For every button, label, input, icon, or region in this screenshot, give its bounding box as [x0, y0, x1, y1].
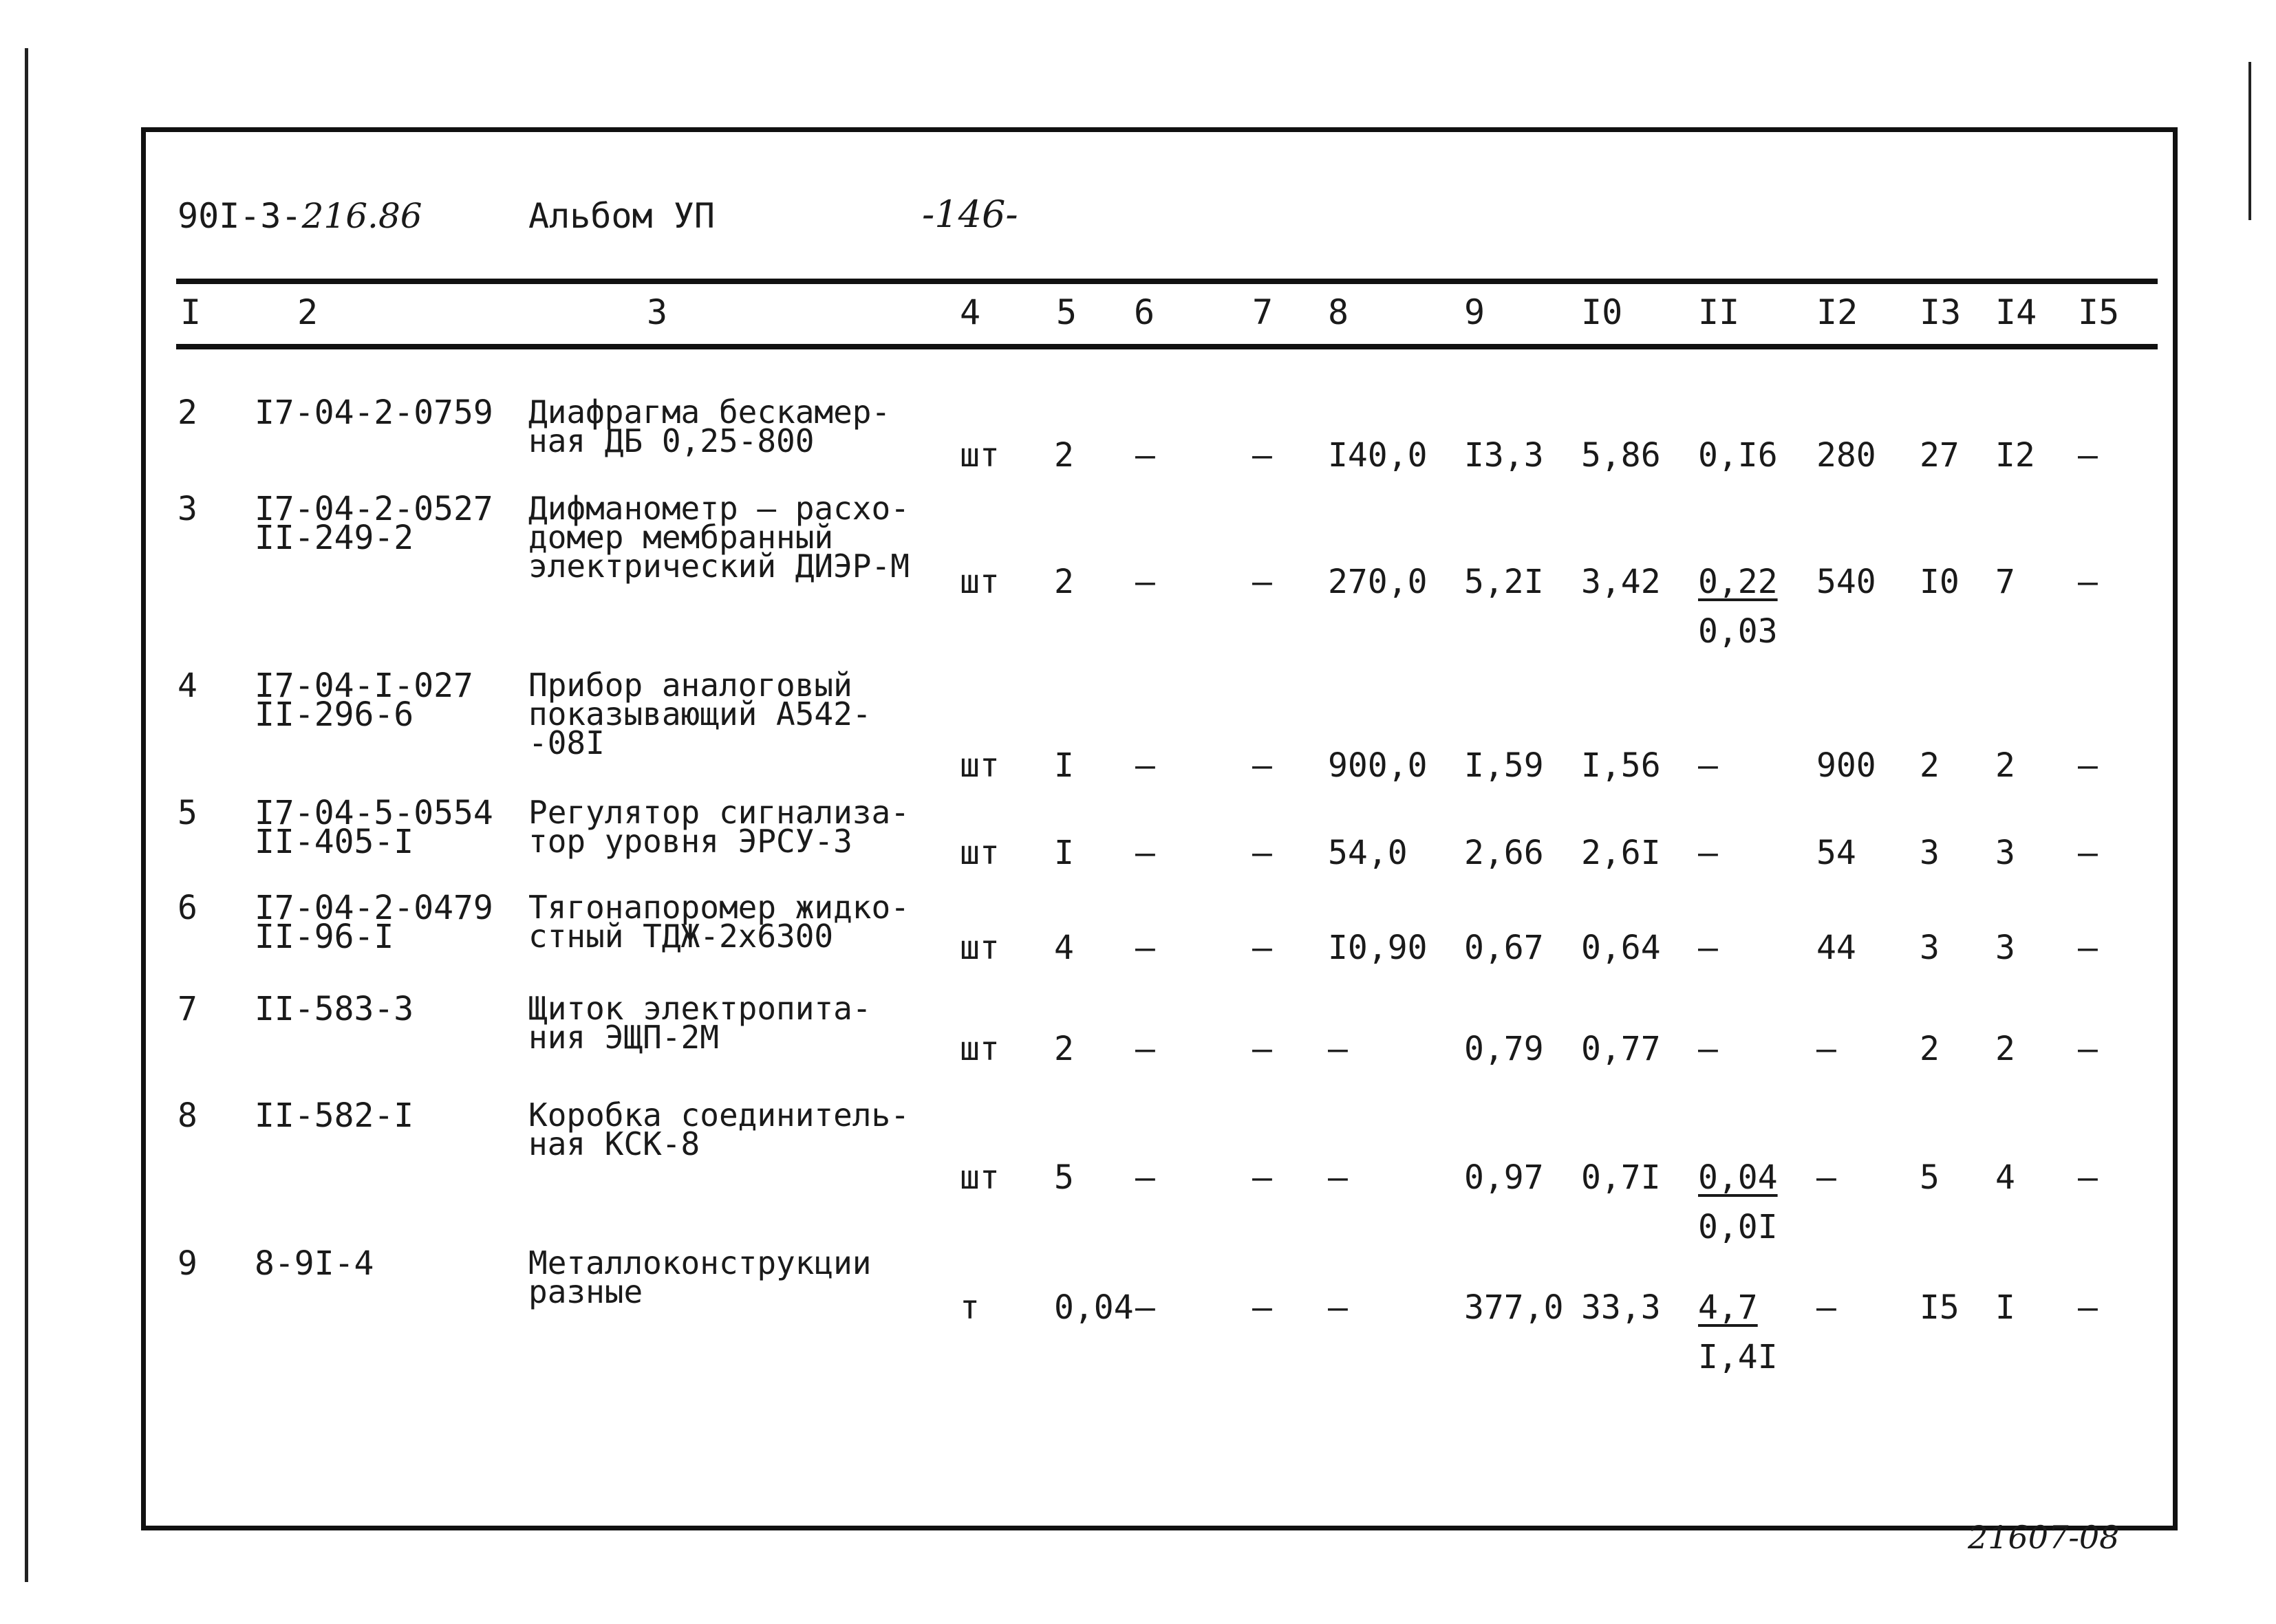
cell-col-7: – — [1252, 929, 1272, 967]
cell-col-11-bottom: I,4I — [1698, 1338, 1778, 1376]
item-code: II-96-I — [255, 918, 394, 956]
unit: шт — [960, 929, 1000, 967]
row-number: 8 — [178, 1096, 197, 1135]
cell-col-15: – — [2078, 746, 2098, 785]
column-number: 7 — [1252, 292, 1274, 332]
item-code: II-249-2 — [255, 519, 414, 557]
document-code — [178, 196, 422, 236]
cell-col-14: 7 — [1995, 563, 2015, 601]
item-name: Металлоконструкции — [528, 1244, 872, 1281]
cell-col-14: 3 — [1995, 834, 2015, 872]
cell-col-12: – — [1816, 1030, 1836, 1068]
cell-col-9: I3,3 — [1464, 436, 1544, 475]
row-number: 3 — [178, 490, 197, 528]
cell-col-13: 2 — [1920, 746, 1940, 785]
cell-col-15: – — [2078, 1288, 2098, 1327]
document-code-prefix: 90I-3- — [178, 196, 302, 236]
unit: шт — [960, 1030, 1000, 1068]
column-number: I4 — [1995, 292, 2037, 332]
column-number: 9 — [1464, 292, 1485, 332]
item-name: показывающий А542- — [528, 695, 872, 733]
row-number: 5 — [178, 794, 197, 832]
cell-col-13: 3 — [1920, 929, 1940, 967]
cell-col-7: – — [1252, 436, 1272, 475]
cell-col-9: 377,0 — [1464, 1288, 1564, 1327]
quantity: I — [1054, 834, 1074, 872]
cell-col-9: 0,79 — [1464, 1030, 1544, 1068]
cell-col-9: 0,97 — [1464, 1158, 1544, 1197]
item-name: Прибор аналоговый — [528, 667, 852, 704]
cell-col-7: – — [1252, 1030, 1272, 1068]
cell-col-11-bottom: 0,0I — [1698, 1208, 1778, 1246]
cell-col-6: – — [1135, 436, 1155, 475]
cell-col-6: – — [1135, 929, 1155, 967]
column-number: 3 — [647, 292, 668, 332]
item-name: Коробка соединитель- — [528, 1096, 910, 1134]
quantity: 2 — [1054, 436, 1074, 475]
cell-col-15: – — [2078, 834, 2098, 872]
column-number: I2 — [1816, 292, 1858, 332]
cell-col-7: – — [1252, 1288, 1272, 1327]
quantity: 4 — [1054, 929, 1074, 967]
cell-col-15: – — [2078, 563, 2098, 601]
item-name: Регулятор сигнализа- — [528, 794, 910, 831]
column-number: 4 — [960, 292, 981, 332]
cell-col-8: I40,0 — [1328, 436, 1428, 475]
column-number: 6 — [1134, 292, 1155, 332]
column-number: I — [180, 292, 202, 332]
cell-col-14: 2 — [1995, 746, 2015, 785]
item-name: Диафрагма бескамер- — [528, 393, 891, 431]
scan-edge-right — [2248, 62, 2251, 220]
cell-col-11-top: – — [1698, 746, 1718, 785]
cell-col-15: – — [2078, 436, 2098, 475]
cell-col-11-top: – — [1698, 834, 1718, 872]
table-rule-top — [176, 279, 2158, 284]
cell-col-12: – — [1816, 1158, 1836, 1197]
row-number: 6 — [178, 889, 197, 927]
cell-col-9: I,59 — [1464, 746, 1544, 785]
cell-col-11-top: 0,04 — [1698, 1158, 1778, 1197]
cell-col-6: – — [1135, 746, 1155, 785]
unit: шт — [960, 436, 1000, 475]
item-name: ния ЭЩП-2М — [528, 1019, 719, 1056]
column-number: I5 — [2078, 292, 2120, 332]
cell-col-11-top: 0,I6 — [1698, 436, 1778, 475]
item-name: Дифманометр – расхо- — [528, 490, 910, 527]
cell-col-13: 5 — [1920, 1158, 1940, 1197]
cell-col-14: 2 — [1995, 1030, 2015, 1068]
item-code: 8-9I-4 — [255, 1244, 374, 1283]
cell-col-12: – — [1816, 1288, 1836, 1327]
scan-edge-left — [25, 48, 28, 1582]
cell-col-10: 3,42 — [1581, 563, 1661, 601]
row-number: 2 — [178, 393, 197, 432]
item-name: домер мембранный — [528, 519, 834, 556]
cell-col-8: – — [1328, 1288, 1348, 1327]
column-number: 2 — [297, 292, 319, 332]
cell-col-7: – — [1252, 834, 1272, 872]
item-name: тор уровня ЭРСУ-3 — [528, 823, 852, 860]
table-rule-bottom — [176, 344, 2158, 349]
cell-col-6: – — [1135, 834, 1155, 872]
item-code: II-583-3 — [255, 990, 414, 1028]
cell-col-12: 44 — [1816, 929, 1856, 967]
cell-col-13: I5 — [1920, 1288, 1960, 1327]
item-code: I7-04-5-0554 — [255, 794, 493, 832]
cell-col-11-top: 0,22 — [1698, 563, 1778, 601]
unit: шт — [960, 1158, 1000, 1197]
item-code: I7-04-2-0479 — [255, 889, 493, 927]
column-number: I3 — [1920, 292, 1962, 332]
cell-col-13: I0 — [1920, 563, 1960, 601]
cell-col-12: 540 — [1816, 563, 1876, 601]
cell-col-6: – — [1135, 563, 1155, 601]
cell-col-10: 2,6I — [1581, 834, 1661, 872]
cell-col-13: 27 — [1920, 436, 1960, 475]
cell-col-10: I,56 — [1581, 746, 1661, 785]
cell-col-12: 900 — [1816, 746, 1876, 785]
cell-col-13: 2 — [1920, 1030, 1940, 1068]
item-name: Щиток электропита- — [528, 990, 872, 1027]
column-number: II — [1698, 292, 1740, 332]
cell-col-6: – — [1135, 1030, 1155, 1068]
column-number: I0 — [1581, 292, 1623, 332]
row-number: 7 — [178, 990, 197, 1028]
quantity: 5 — [1054, 1158, 1074, 1197]
unit: шт — [960, 834, 1000, 872]
cell-col-13: 3 — [1920, 834, 1940, 872]
cell-col-10: 0,64 — [1581, 929, 1661, 967]
unit: шт — [960, 563, 1000, 601]
column-number: 5 — [1056, 292, 1077, 332]
document-code-handwritten: 216.86 — [301, 196, 422, 236]
page-number: -146- — [922, 193, 1018, 236]
cell-col-9: 0,67 — [1464, 929, 1544, 967]
cell-col-11-top: – — [1698, 929, 1718, 967]
cell-col-8: 54,0 — [1328, 834, 1408, 872]
cell-col-14: I — [1995, 1288, 2015, 1327]
cell-col-14: 3 — [1995, 929, 2015, 967]
cell-col-10: 0,77 — [1581, 1030, 1661, 1068]
quantity: 2 — [1054, 1030, 1074, 1068]
quantity: 0,04 — [1054, 1288, 1134, 1327]
item-code: II-405-I — [255, 823, 414, 861]
item-name: ная ДБ 0,25-800 — [528, 422, 815, 459]
cell-col-7: – — [1252, 563, 1272, 601]
row-number: 4 — [178, 667, 197, 705]
item-code: I7-04-2-0759 — [255, 393, 493, 432]
cell-col-7: – — [1252, 746, 1272, 785]
item-name: Тягонапоромер жидко- — [528, 889, 910, 926]
unit: шт — [960, 746, 1000, 785]
cell-col-10: 33,3 — [1581, 1288, 1661, 1327]
cell-col-6: – — [1135, 1158, 1155, 1197]
item-name: электрический ДИЭР-М — [528, 548, 910, 585]
cell-col-8: 900,0 — [1328, 746, 1428, 785]
item-code: I7-04-I-027 — [255, 667, 473, 705]
item-name: разные — [528, 1273, 643, 1310]
cell-col-12: 280 — [1816, 436, 1876, 475]
item-name: ная КСК-8 — [528, 1125, 700, 1162]
cell-col-10: 0,7I — [1581, 1158, 1661, 1197]
item-name: -08I — [528, 724, 605, 761]
album-label: Альбом УП — [528, 196, 715, 236]
quantity: I — [1054, 746, 1074, 785]
cell-col-9: 5,2I — [1464, 563, 1544, 601]
row-number: 9 — [178, 1244, 197, 1283]
cell-col-8: – — [1328, 1158, 1348, 1197]
item-code: I7-04-2-0527 — [255, 490, 493, 528]
cell-col-12: 54 — [1816, 834, 1856, 872]
cell-col-14: I2 — [1995, 436, 2035, 475]
cell-col-15: – — [2078, 1158, 2098, 1197]
cell-col-11-top: – — [1698, 1030, 1718, 1068]
archive-stamp: 21607-08 — [1968, 1519, 2120, 1556]
unit: т — [960, 1288, 980, 1327]
cell-col-7: – — [1252, 1158, 1272, 1197]
item-code: II-296-6 — [255, 695, 414, 734]
cell-col-11-bottom: 0,03 — [1698, 612, 1778, 651]
cell-col-9: 2,66 — [1464, 834, 1544, 872]
cell-col-6: – — [1135, 1288, 1155, 1327]
cell-col-14: 4 — [1995, 1158, 2015, 1197]
item-code: II-582-I — [255, 1096, 414, 1135]
cell-col-8: 270,0 — [1328, 563, 1428, 601]
cell-col-8: I0,90 — [1328, 929, 1428, 967]
cell-col-11-top: 4,7 — [1698, 1288, 1758, 1327]
cell-col-10: 5,86 — [1581, 436, 1661, 475]
column-number: 8 — [1328, 292, 1349, 332]
cell-col-15: – — [2078, 929, 2098, 967]
cell-col-8: – — [1328, 1030, 1348, 1068]
item-name: стный ТДЖ-2х6300 — [528, 918, 834, 955]
quantity: 2 — [1054, 563, 1074, 601]
cell-col-15: – — [2078, 1030, 2098, 1068]
